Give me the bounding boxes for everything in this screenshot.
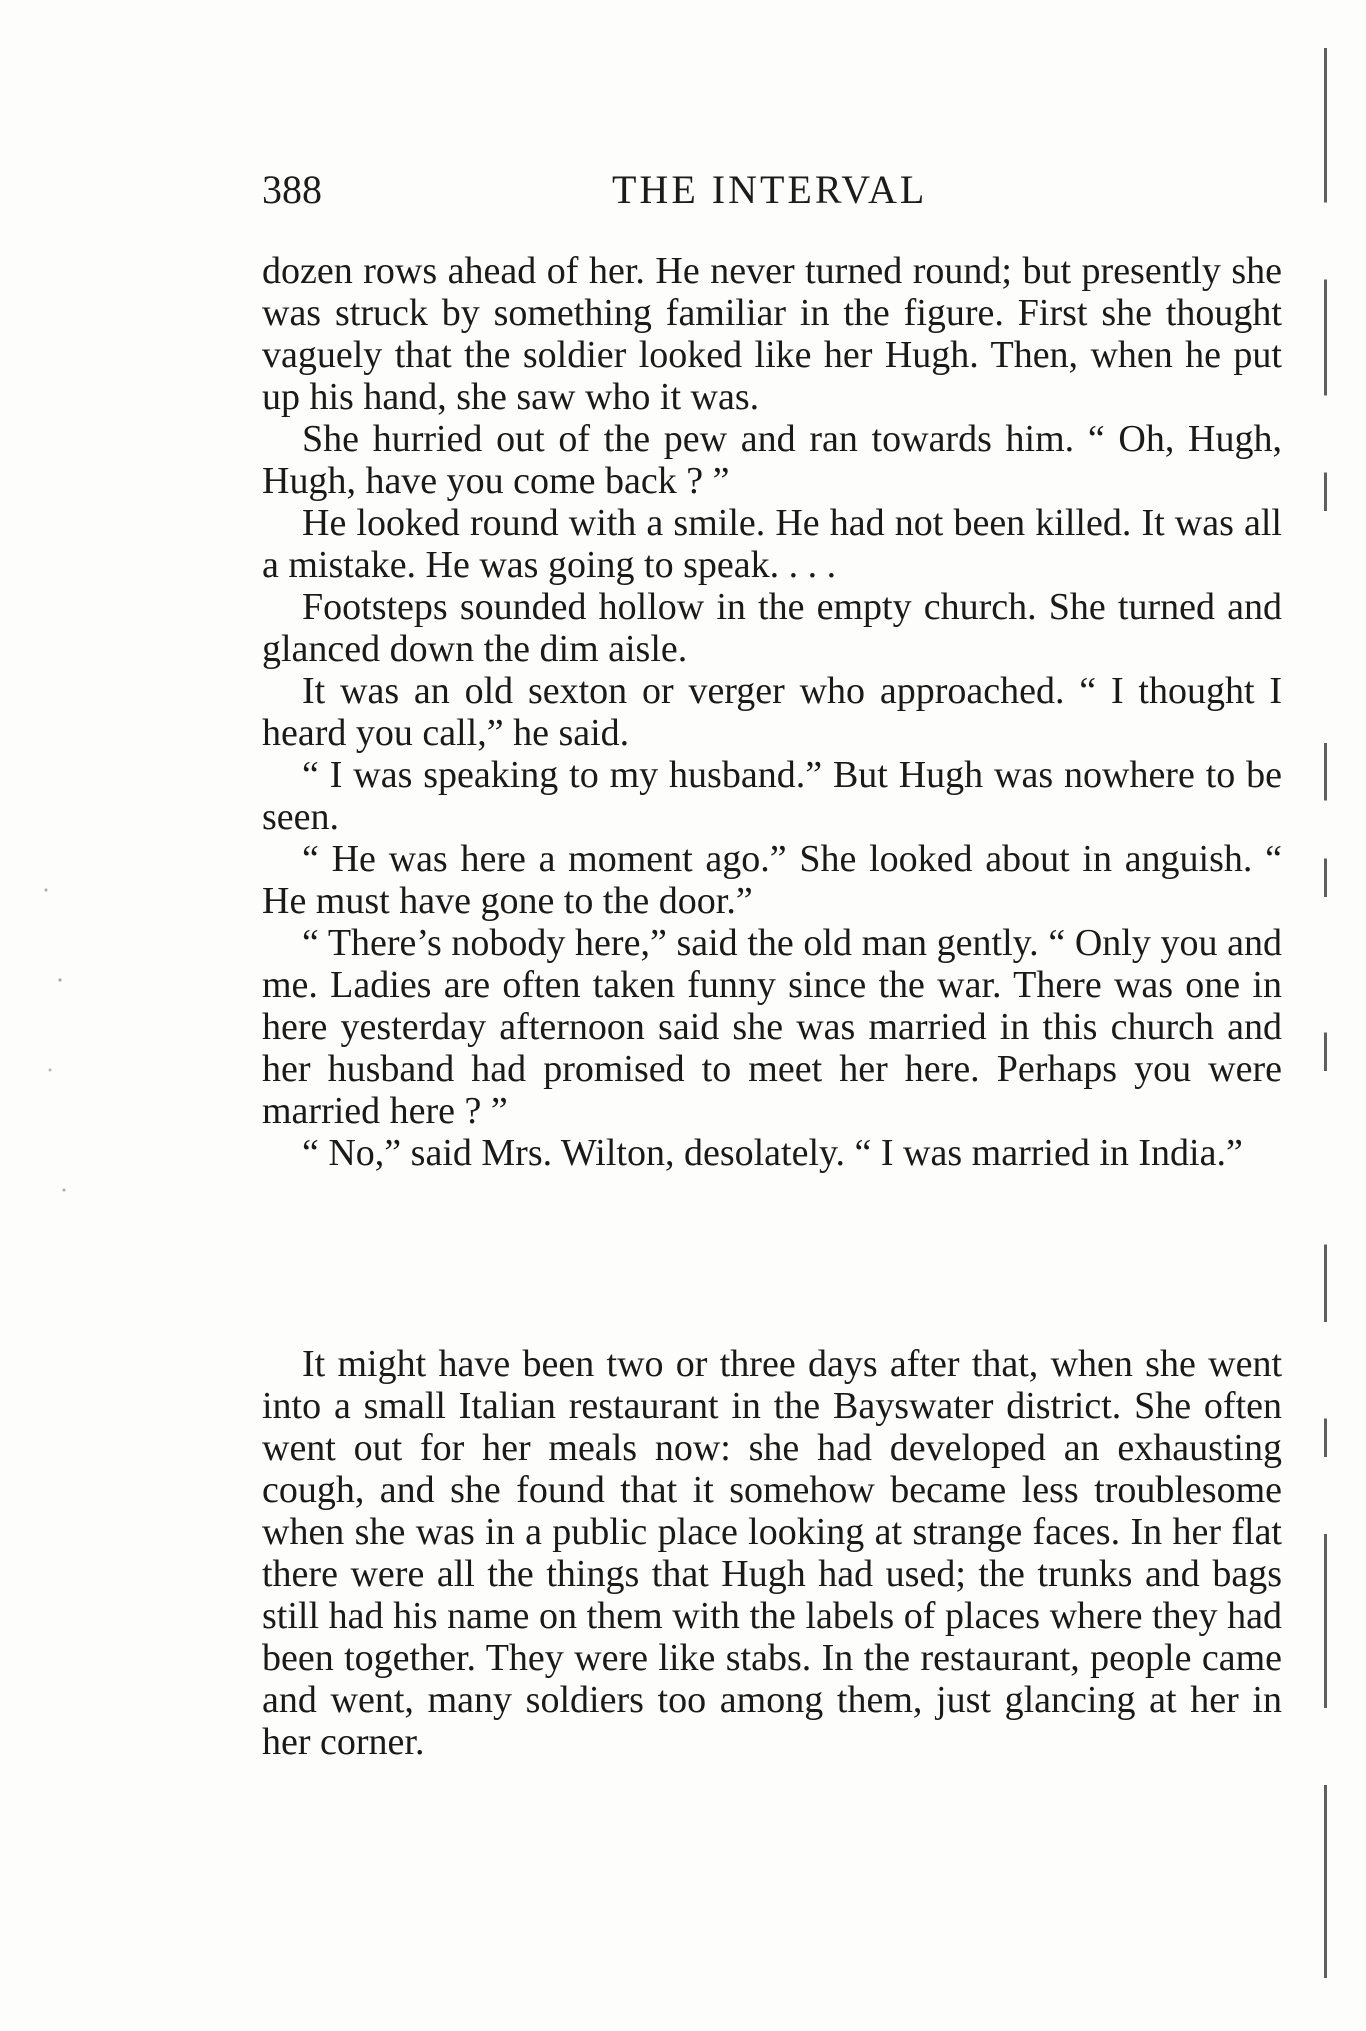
paragraph: She hurried out of the pew and ran towards him. “ Oh, Hugh, Hugh, have you come back ? ” bbox=[262, 418, 1282, 502]
paragraph: dozen rows ahead of her. He never turned round; but presently she was struck by something familiar in the figure. First she thought vaguely that the soldier looked like her Hugh. Then, when he put up his hand, she saw who it was. bbox=[262, 250, 1282, 418]
paragraph: It was an old sexton or verger who approached. “ I thought I heard you call,” he said. bbox=[262, 670, 1282, 754]
running-title: THE INTERVAL bbox=[612, 167, 928, 212]
paragraph: It might have been two or three days after that, when she went into a small Italian restaurant in the Bayswater district. She often went out for her meals now: she had developed an exhausting cough, and she found that it somehow became less troublesome when she was in a public place looking at strange faces. In her flat there were all the things that Hugh had used; the trunks and bags still had his name on them with the labels of places where they had been together. They were like stabs. In the restaurant, people came and went, many soldiers too among them, just glancing at her in her corner. bbox=[262, 1343, 1282, 1763]
paragraph: “ No,” said Mrs. Wilton, desolately. “ I was married in India.” bbox=[302, 1132, 1243, 1174]
page-number: 388 bbox=[262, 167, 322, 212]
body-text-top bbox=[262, 250, 1282, 1174]
paragraph: He looked round with a smile. He had not been killed. It was all a mistake. He was going to speak. . . . bbox=[262, 502, 1282, 586]
paragraph: Footsteps sounded hollow in the empty church. She turned and glanced down the dim aisle. bbox=[262, 586, 1282, 670]
page-header bbox=[262, 166, 1282, 226]
paragraph: “ There’s nobody here,” said the old man gently. “ Only you and me. Ladies are often taken funny since the war. There was one in here yesterday afternoon said she was married in this church and her husband had promised to meet her here. Perhaps you were married here ? ” bbox=[262, 922, 1282, 1132]
body-text-bottom bbox=[262, 1343, 1282, 1763]
scan-speckles bbox=[36, 860, 76, 1310]
paragraph: “ He was here a moment ago.” She looked about in anguish. “ He must have gone to the door.” bbox=[262, 838, 1282, 922]
page-edge-shadow bbox=[1324, 48, 1327, 1978]
paragraph: “ I was speaking to my husband.” But Hugh was nowhere to be seen. bbox=[262, 754, 1282, 838]
